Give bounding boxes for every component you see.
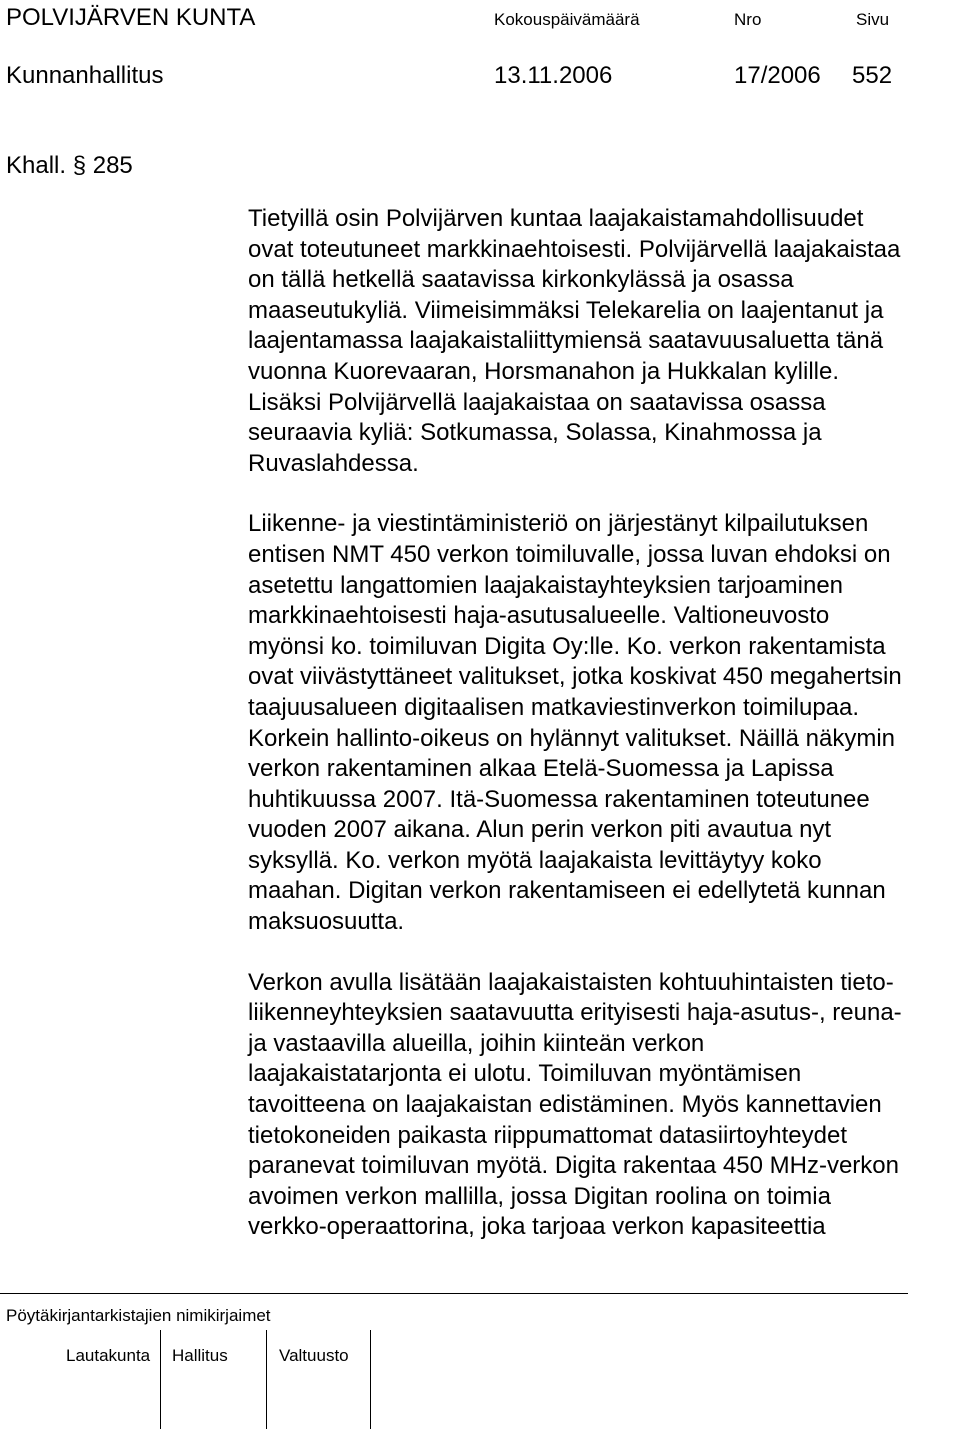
text-line: maahan. Digitan verkon rakentamiseen ei edellytetä kunnan [248,877,886,905]
text-line: on tällä hetkellä saatavissa kirkonkylässä ja osassa [248,266,794,294]
text-line: avoimen verkon mallilla, jossa Digitan roolina on toimia [248,1182,831,1210]
initials-hallitus: Hallitus [172,1346,228,1365]
initials-valtuusto: Valtuusto [279,1346,349,1365]
text-line: myönsi ko. toimiluvan Digita Oy:lle. Ko. verkon rakentamista [248,632,886,660]
text-line: liikenneyhteyksien saatavuutta erityisesti haja-asutus-, reuna- [248,999,902,1027]
text-line: syksyllä. Ko. verkon myötä laajakaista levittäytyy koko [248,846,822,874]
text-line: verkko-operaattorina, joka tarjoaa verkon kapasiteettia [248,1213,826,1241]
document-body [248,204,960,1243]
text-line: Ruvaslahdessa. [248,449,419,477]
text-line: maksuosuutta. [248,908,405,936]
paragraph-spacer [248,479,960,509]
text-line: maaseutukyliä. Viimeisimmäksi Telekarelia on laajentanut ja [248,296,884,324]
text-line: Tietyillä osin Polvijärven kuntaa laajakaistamahdollisuudet [248,205,864,232]
text-line: vuoden 2007 aikana. Alun perin verkon piti avautua nyt [248,816,832,844]
text-line: verkon rakentaminen alkaa Etelä-Suomessa ja Lapissa [248,755,834,783]
text-line: entisen NMT 450 verkon toimiluvalle, jossa luvan ehdoksi on [248,540,891,568]
text-line: Liikenne- ja viestintäministeriö on järjestänyt kilpailutuksen [248,510,869,538]
text-line: Korkein hallinto-oikeus on hylännyt valitukset. Näillä näkymin [248,724,895,752]
organization-name: POLVIJÄRVEN KUNTA [6,4,256,31]
text-line: tietokoneiden paikasta riippumattomat datasiirtoyhteydet [248,1121,848,1149]
text-line: ja vastaavilla alueilla, joihin kiinteän verkon [248,1029,705,1057]
footer-column-divider [160,1330,161,1429]
meeting-number: 17/2006 [734,62,821,89]
paragraph-2 [248,509,960,937]
section-label: Khall. § 285 [6,152,133,179]
text-line: ovat viivästyttäneet valitukset, jotka koskivat 450 megahertsin [248,663,902,691]
footer-column-divider [370,1330,371,1429]
page-number: 552 [852,62,893,89]
body-name: Kunnanhallitus [6,62,164,89]
text-line: vuonna Kuorevaaran, Horsmanahon ja Hukkalan kylille. [248,357,839,385]
footer-column-divider [266,1330,267,1429]
number-label: Nro [734,10,762,29]
text-line: paranevat toimiluvan myötä. Digita rakentaa 450 MHz-verkon [248,1152,899,1180]
text-line: asetettu langattomien laajakaistayhteyksien tarjoaminen [248,571,844,599]
text-line: huhtikuussa 2007. Itä-Suomessa rakentaminen toteutunee [248,785,870,813]
text-line: tavoitteena on laajakaistan edistäminen. Myös kannettavien [248,1091,882,1119]
meeting-date-label: Kokouspäivämäärä [494,10,640,29]
page-label: Sivu [856,10,890,29]
text-line: markkinaehtoisesti haja-asutusalueelle. Valtioneuvosto [248,602,830,630]
text-line: laajentamassa laajakaistaliittymiensä saatavuusaluetta tänä [248,327,884,355]
text-line: taajuusalueen digitaalisen matkaviestinverkon toimilupaa. [248,693,860,721]
paragraph-spacer [248,938,960,968]
meeting-date: 13.11.2006 [494,62,613,89]
text-line: laajakaistatarjonta ei ulotu. Toimiluvan myöntämisen [248,1060,802,1088]
paragraph-3 [248,968,960,1243]
text-line: Lisäksi Polvijärvellä laajakaistaa on saatavissa osassa [248,388,826,416]
initials-lautakunta: Lautakunta [66,1346,151,1365]
text-line: Verkon avulla lisätään laajakaistaisten kohtuuhintaisten tieto- [248,968,894,996]
text-line: seuraavia kyliä: Sotkumassa, Solassa, Kinahmossa ja [248,419,822,447]
paragraph-1 [248,204,960,479]
footer-divider [0,1293,908,1294]
text-line: ovat toteutuneet markkinaehtoisesti. Polvijärvellä laajakaistaa [248,235,901,263]
initials-title: Pöytäkirjantarkistajien nimikirjaimet [6,1306,271,1325]
